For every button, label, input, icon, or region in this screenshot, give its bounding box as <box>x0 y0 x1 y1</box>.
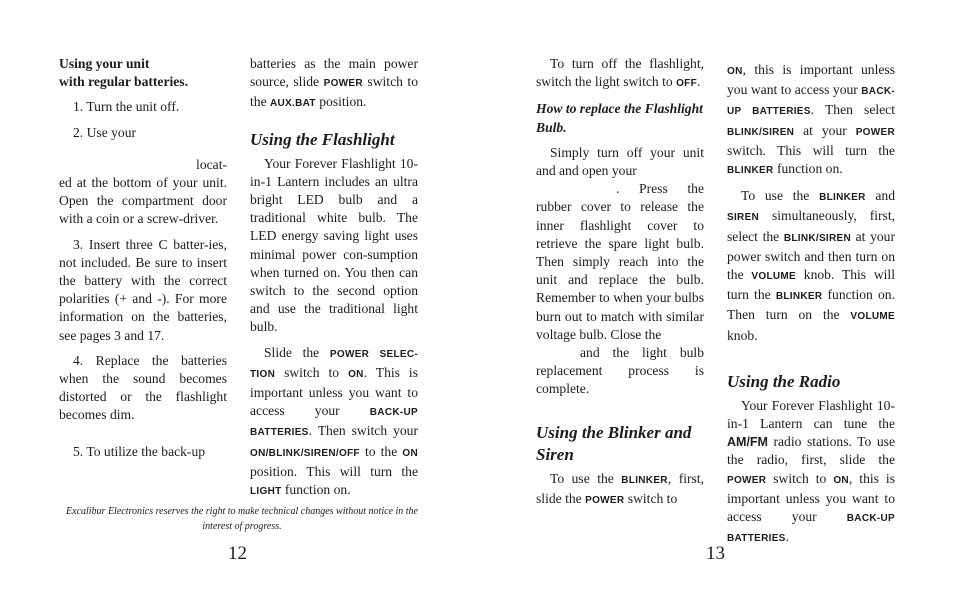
radio-paragraph: Your Forever Flashlight 10-in-1 Lantern can tune the AM/FM radio stations. To use the radio, first, slide the POWER switch to ON, this is important unless you want to access your BACK-UP BATTERIES. <box>727 397 895 545</box>
blinker-siren-simultaneous-paragraph: To use the BLINKER and SIREN simultaneously, first, select the BLINK/SIREN at your power switch and then turn on the VOLUME knob. This will turn the BLINKER function on. Then turn on the VOLUME knob. <box>727 188 895 343</box>
blinker-paragraph: To use the BLINKER, first, slide the POWER switch to <box>536 470 704 506</box>
backup-batteries-paragraph: batteries as the main power source, slide POWER switch to the AUX.BAT position. <box>250 56 419 110</box>
left-column-1 <box>59 55 227 461</box>
step-2-line2: locat- <box>196 156 227 172</box>
step-2-line1: 2. Use your <box>73 124 137 140</box>
step-2-body: ed at the bottom of your unit. Open the compartment door with a coin or a screw-driver. <box>59 175 227 227</box>
power-selection-paragraph: Slide the POWER SELEC-TION switch to ON. This is important unless you want to access your BACK-UP BATTERIES. Then switch your ON/BLINK/SIREN/OFF to the ON position. This will turn the LIGHT function on. <box>250 344 419 498</box>
heading-using-the-flashlight: Using the Flashlight <box>250 129 395 149</box>
right-column-2 <box>727 61 895 548</box>
subheading-replace-bulb: How to replace the Flashlight Bulb. <box>536 101 703 135</box>
section-heading-regular-batteries: Using your unit with regular batteries. <box>59 56 188 90</box>
page-number-right: 13 <box>706 543 725 564</box>
flashlight-description: Your Forever Flashlight 10-in-1 Lantern includes an ultra bright LED bulb and a traditional white bulb. The LED energy saving light uses minimal power con-sumption when turned on. You then can switch to the second option and use the traditional light bulb. <box>250 155 418 335</box>
footer-disclaimer: Excalibur Electronics reserves the right to make technical changes without notice in the interest of progress. <box>66 506 418 532</box>
blinker-continued-paragraph: ON, this is important unless you want to access your BACK-UP BATTERIES. Then select BLINK/SIREN at your POWER switch. This will turn the BLINKER function on. <box>727 62 895 177</box>
heading-using-blinker-and-siren: Using the Blinker and Siren <box>536 422 692 464</box>
step-4: 4. Replace the batteries when the sound becomes distorted or the flashlight becomes dim. <box>59 352 227 423</box>
replace-bulb-paragraph: Simply turn off your unit and and open your . Press the rubber cover to release the inner flashlight cover to retrieve the spare light bulb. Then simply reach into the unit and replace the bulb. Remember to when your bulbs burn out to match with similar voltage bulb. Close the and the light bulb replacement process is complete. <box>536 144 704 397</box>
left-column-2 <box>250 55 418 501</box>
step-5: 5. To utilize the back-up <box>73 443 206 459</box>
heading-using-the-radio: Using the Radio <box>727 371 841 391</box>
step-3: 3. Insert three C batter-ies, not included. Be sure to insert the battery with the correct polarities (+ and -). For more information on the batteries, see pages 3 and 17. <box>59 236 227 343</box>
right-column-1 <box>536 55 704 510</box>
step-1: 1. Turn the unit off. <box>73 99 180 115</box>
page-number-left: 12 <box>228 543 247 564</box>
turn-off-flashlight-paragraph: To turn off the flashlight, switch the light switch to OFF. <box>536 56 704 90</box>
